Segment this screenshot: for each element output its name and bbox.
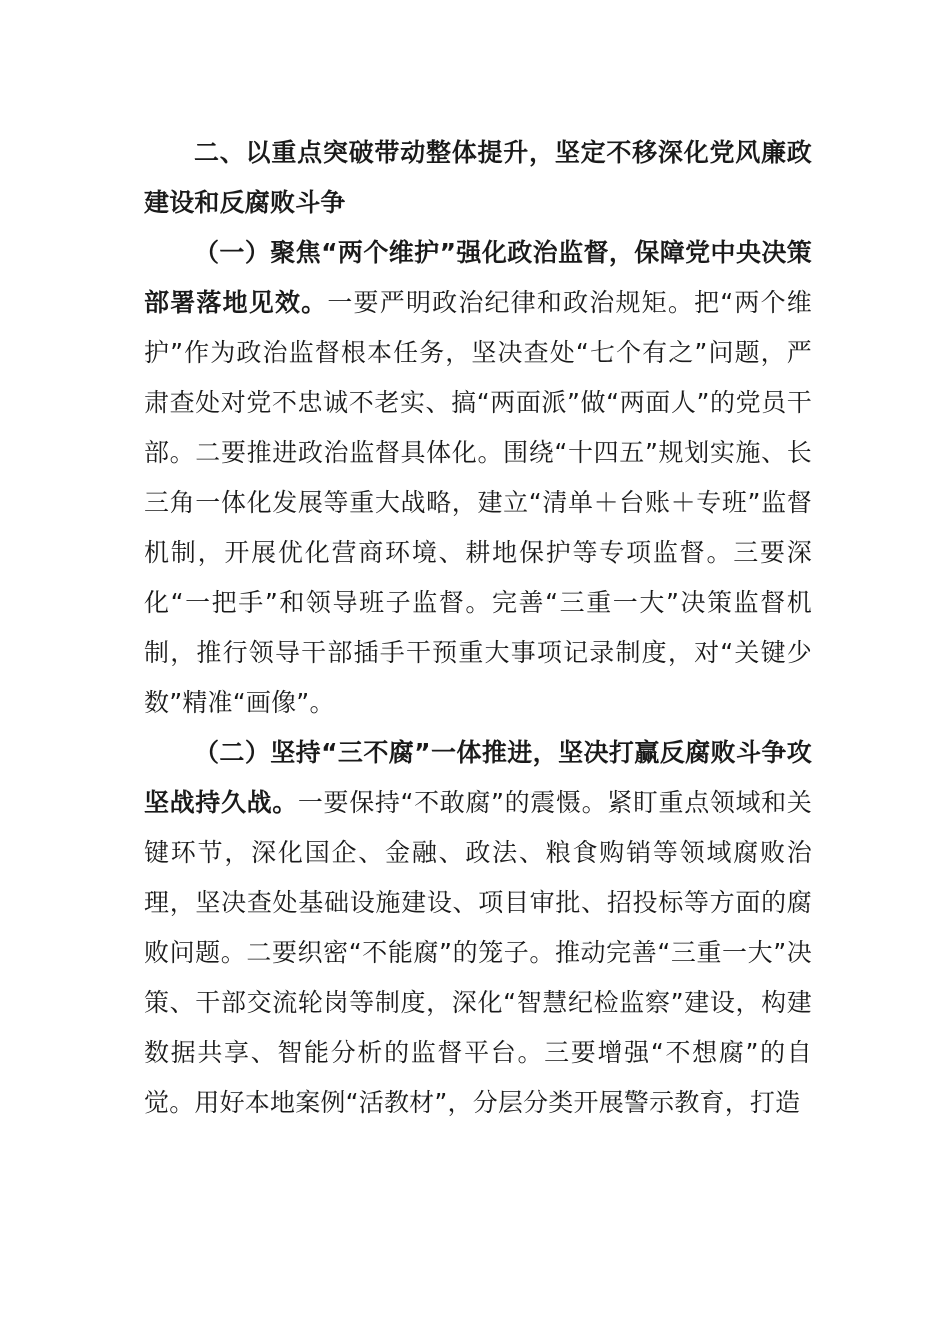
paragraph-2 [144, 728, 812, 1128]
paragraph-2-body: 一要保持“不敢腐”的震慑。紧盯重点领域和关键环节，深化国企、金融、政法、粮食购销等领域腐败治理，坚决查处基础设施建设、项目审批、招投标等方面的腐败问题。二要织密“不能腐”的笼子。推动完善“三重一大”决策、干部交流轮岗等制度，深化“智慧纪检监察”建设，构建数据共享、智能分析的监督平台。三要增强“不想腐”的自觉。用好本地案例“活教材”，分层分类开展警示教育，打造 [144, 788, 813, 1117]
section-heading: 二、以重点突破带动整体提升，坚定不移深化党风廉政建设和反腐败斗争 [144, 138, 812, 217]
paragraph-1-body: 一要严明政治纪律和政治规矩。把“两个维护”作为政治监督根本任务，坚决查处“七个有之”问题，严肃查处对党不忠诚不老实、搞“两面派”做“两面人”的党员干部。二要推进政治监督具体化。围绕“十四五”规划实施、长三角一体化发展等重大战略，建立“清单＋台账＋专班”监督机制，开展优化营商环境、耕地保护等专项监督。三要深化“一把手”和领导班子监督。完善“三重一大”决策监督机制，推行领导干部插手干预重大事项记录制度，对“关键少数”精准“画像”。 [144, 288, 812, 717]
paragraph-2-lead: （二）坚持“三不腐”一体推进，坚决打赢反腐败斗争攻坚战持久战。 [144, 738, 812, 817]
paragraph-1-lead: （一）聚焦“两个维护”强化政治监督，保障党中央决策部署落地见效。 [144, 238, 812, 317]
paragraph-1 [144, 228, 812, 728]
document-page [144, 128, 812, 1128]
